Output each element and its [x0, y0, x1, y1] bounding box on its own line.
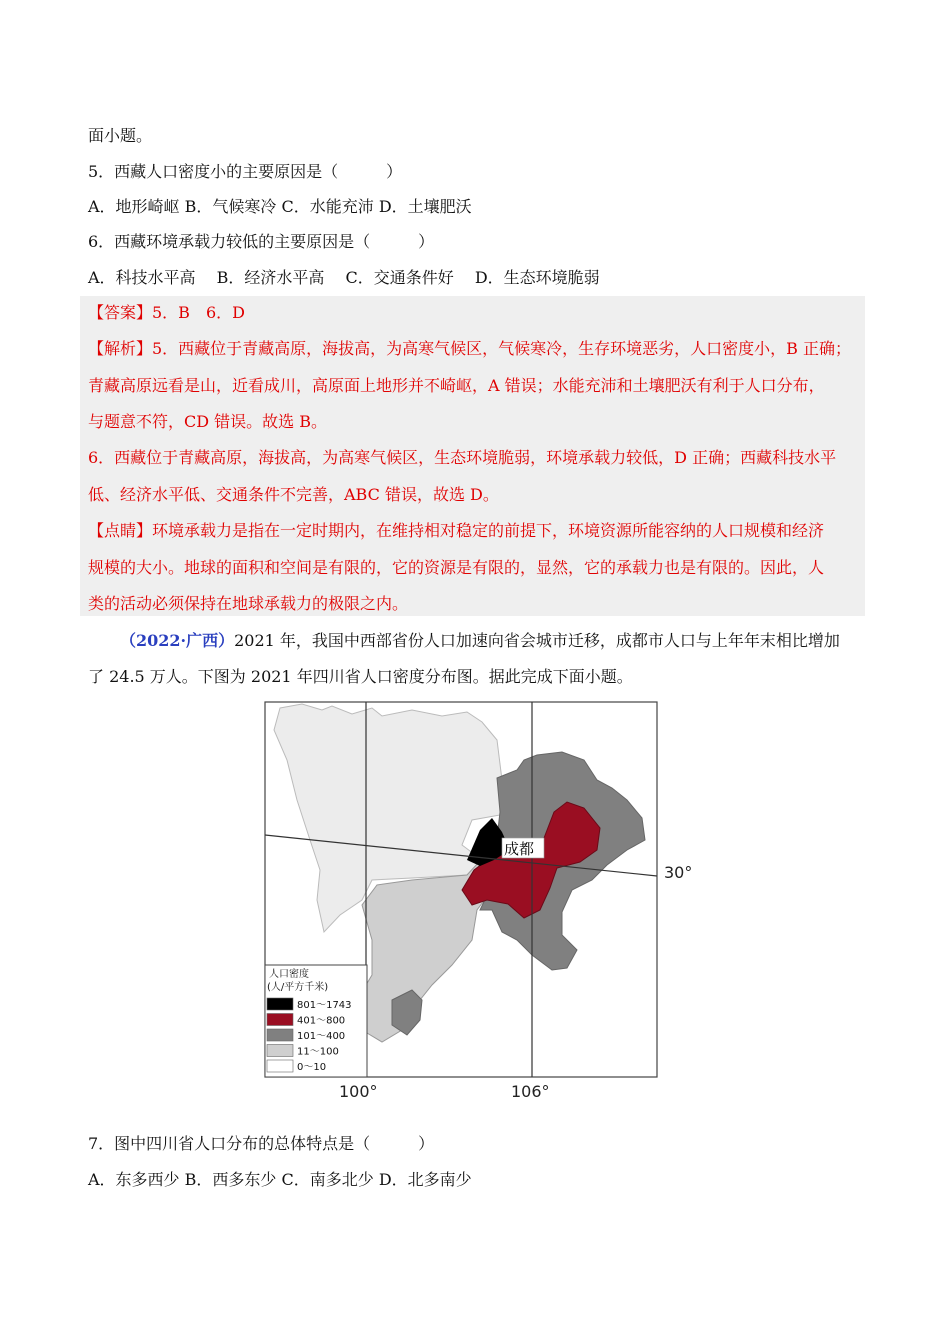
legend-label: 801～1743: [297, 1000, 352, 1011]
tip-line: 规模的大小。地球的面积和空间是有限的，它的资源是有限的，显然，它的承载力也是有限的。因此，人: [88, 558, 825, 577]
intro-text: 2021 年，我国中西部省份人口加速向省会城市迁移，成都市人口与上年年末相比增加: [234, 631, 840, 650]
analysis-line: 6．西藏位于青藏高原，海拔高，为高寒气候区，生态环境脆弱，环境承载力较低，D 正确；西藏科技水平: [88, 448, 837, 467]
analysis-line: 低、经济水平低、交通条件不完善，ABC 错误，故选 D。: [88, 485, 499, 504]
legend-title: 人口密度: [269, 969, 309, 980]
longitude-label-right: 106°: [511, 1082, 550, 1101]
legend-swatch: [267, 1029, 293, 1041]
longitude-label-left: 100°: [339, 1082, 378, 1101]
source-tag: （2022·广西）: [120, 631, 235, 650]
intro-line-2: 了 24.5 万人。下图为 2021 年四川省人口密度分布图。据此完成下面小题。: [88, 667, 633, 686]
legend-label: 101～400: [297, 1031, 346, 1042]
analysis-line: 【解析】5．西藏位于青藏高原，海拔高，为高寒气候区，气候寒冷，生存环境恶劣，人口密度小，B 正确；: [88, 339, 852, 358]
analysis-line: 青藏高原远看是山，近看成川，高原面上地形并不崎岖，A 错误；水能充沛和土壤肥沃有利于人口分布，: [88, 376, 825, 395]
intro-line: [120, 631, 840, 651]
tip-line: 【点睛】环境承载力是指在一定时期内，在维持相对稳定的前提下，环境资源所能容纳的人口规模和经济: [88, 521, 825, 540]
legend-label: 11～100: [297, 1046, 339, 1058]
tip-line: 类的活动必须保持在地球承载力的极限之内。: [88, 594, 409, 613]
legend-swatch: [267, 1060, 293, 1072]
legend: [265, 965, 367, 1077]
legend-label: 0～10: [297, 1062, 327, 1073]
legend-unit: (人/平方千米): [267, 982, 329, 993]
legend-label: 401～800: [297, 1015, 346, 1027]
question-7-options: A．东多西少 B．西多东少 C．南多北少 D．北多南少: [88, 1170, 472, 1189]
text-line: 面小题。: [88, 126, 153, 145]
analysis-line: 与题意不符，CD 错误。故选 B。: [88, 412, 328, 431]
answer-line: 【答案】5．B 6．D: [88, 303, 245, 322]
question-7: 7．图中四川省人口分布的总体特点是（ ）: [88, 1134, 435, 1153]
question-6: 6．西藏环境承载力较低的主要原因是（ ）: [88, 232, 435, 251]
legend-swatch: [267, 1045, 293, 1057]
question-5-options: A．地形崎岖 B．气候寒冷 C．水能充沛 D．土壤肥沃: [88, 197, 472, 216]
city-label: 成都: [504, 840, 535, 858]
population-density-map: [262, 700, 693, 1105]
legend-swatch: [267, 1014, 293, 1026]
latitude-label: 30°: [664, 863, 693, 882]
question-5: 5．西藏人口密度小的主要原因是（ ）: [88, 162, 403, 181]
question-6-options: A．科技水平高 B．经济水平高 C．交通条件好 D．生态环境脆弱: [88, 268, 600, 287]
legend-swatch: [267, 998, 293, 1010]
